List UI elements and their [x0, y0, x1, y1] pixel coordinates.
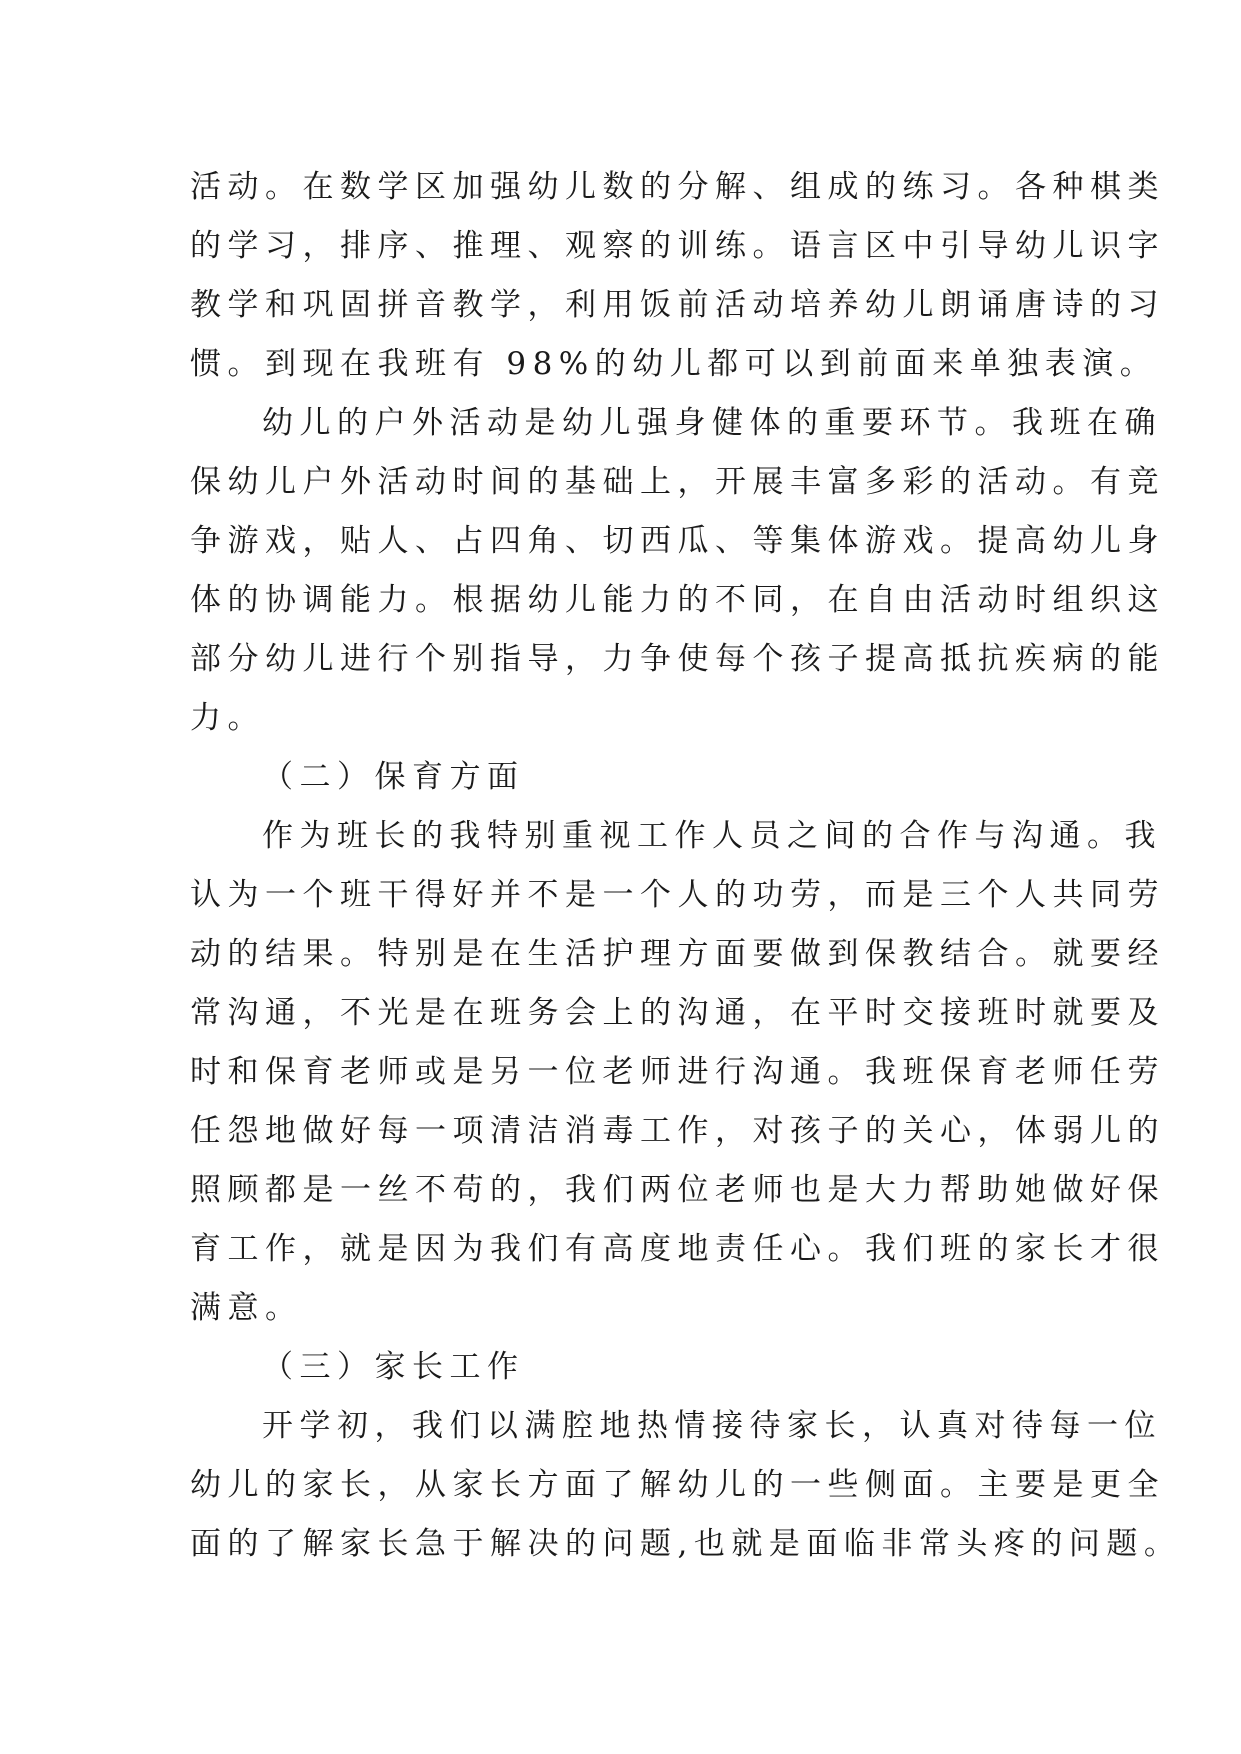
paragraph-line: 教学和巩固拼音教学，利用饭前活动培养幼儿朗诵唐诗的习: [190, 287, 1165, 323]
section-heading: （三）家长工作: [262, 1349, 525, 1385]
paragraph-line: 惯。到现在我班有 98%的幼儿都可以到前面来单独表演。: [190, 346, 1158, 382]
paragraph-line: 保幼儿户外活动时间的基础上，开展丰富多彩的活动。有竞: [190, 464, 1165, 500]
document-body: [190, 158, 1182, 1574]
paragraph-line: 满意。: [190, 1290, 303, 1326]
paragraph-line: 作为班长的我特别重视工作人员之间的合作与沟通。我: [262, 818, 1162, 854]
paragraph-line: 力。: [190, 700, 265, 736]
paragraph-line: 部分幼儿进行个别指导，力争使每个孩子提高抵抗疾病的能: [190, 641, 1165, 677]
paragraph-line: 认为一个班干得好并不是一个人的功劳，而是三个人共同劳: [190, 877, 1165, 913]
paragraph-line: 幼儿的家长，从家长方面了解幼儿的一些侧面。主要是更全: [190, 1467, 1165, 1503]
paragraph-line: 面的了解家长急于解决的问题,也就是面临非常头疼的问题。: [190, 1526, 1182, 1562]
paragraph-line: 育工作，就是因为我们有高度地责任心。我们班的家长才很: [190, 1231, 1165, 1267]
paragraph-line: 开学初，我们以满腔地热情接待家长，认真对待每一位: [262, 1408, 1162, 1444]
paragraph-line: 照顾都是一丝不苟的，我们两位老师也是大力帮助她做好保: [190, 1172, 1165, 1208]
paragraph-line: 争游戏，贴人、占四角、切西瓜、等集体游戏。提高幼儿身: [190, 523, 1165, 559]
paragraph-line: 幼儿的户外活动是幼儿强身健体的重要环节。我班在确: [262, 405, 1162, 441]
paragraph-line: 常沟通，不光是在班务会上的沟通，在平时交接班时就要及: [190, 995, 1165, 1031]
paragraph-line: 活动。在数学区加强幼儿数的分解、组成的练习。各种棋类: [190, 169, 1165, 205]
paragraph-line: 动的结果。特别是在生活护理方面要做到保教结合。就要经: [190, 936, 1165, 972]
paragraph-line: 的学习，排序、推理、观察的训练。语言区中引导幼儿识字: [190, 228, 1165, 264]
paragraph-line: 任怨地做好每一项清洁消毒工作，对孩子的关心，体弱儿的: [190, 1113, 1165, 1149]
paragraph-line: 体的协调能力。根据幼儿能力的不同，在自由活动时组织这: [190, 582, 1165, 618]
section-heading: （二）保育方面: [262, 759, 525, 795]
paragraph-line: 时和保育老师或是另一位老师进行沟通。我班保育老师任劳: [190, 1054, 1165, 1090]
